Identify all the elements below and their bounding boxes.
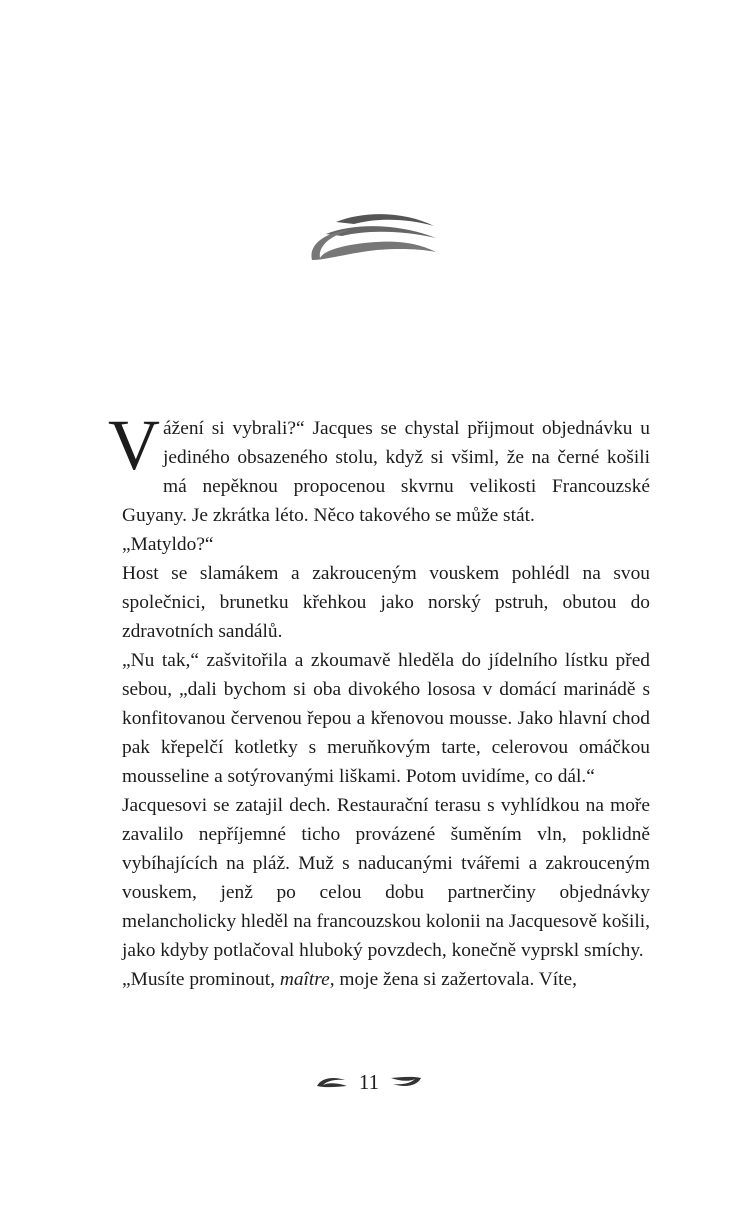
- flourish-left-icon: [315, 1074, 349, 1090]
- paragraph: [122, 965, 650, 994]
- paragraph-text: Host se slamákem a zakrouceným vouskem pohlédl na svou společnici, brunetku křehkou jako norský pstruh, obutou do zdravotních sandálů.: [122, 563, 650, 642]
- paragraph-text: ážení si vybrali?“ Jacques se chystal přijmout objednávku u jediného obsazeného stolu, když si všiml, že na černé košili má nepěknou propocenou skvrnu velikosti Francouzské Guyany. Je zkrátka léto. Něco takového se může stát.: [122, 418, 650, 526]
- paragraph: [122, 530, 650, 559]
- flourish-ornament-icon: [306, 200, 442, 276]
- paragraph-text: „Nu tak,“ zašvitořila a zkoumavě hleděla do jídelního lístku před sebou, „dali bychom si oba divokého lososa v domácí marinádě s konfitovanou červenou řepou a křenovou mousse. Jako hlavní chod pak křepelčí kotletky s meruňkovým tarte, celerovou omáčkou mousseline a sotýrovanými liškami. Potom uvidíme, co dál.“: [122, 650, 650, 787]
- paragraph: [122, 791, 650, 965]
- paragraph-text: , moje žena si zažertovala. Víte,: [329, 969, 578, 990]
- paragraph-text: „Musíte prominout,: [122, 969, 280, 990]
- drop-cap: V: [108, 405, 160, 485]
- paragraph: [108, 405, 650, 530]
- flourish-right-icon: [389, 1074, 423, 1090]
- paragraph: [122, 646, 650, 791]
- paragraph: [122, 559, 650, 646]
- body-text: [108, 405, 650, 994]
- page-number: 11: [358, 1070, 380, 1094]
- paragraph-text: „Matyldo?“: [122, 534, 214, 555]
- paragraph-text: Jacquesovi se zatajil dech. Restaurační terasu s vyhlídkou na moře zavalilo nepříjemné ticho provázené šuměním vln, poklidně vybíhajících na pláž. Muž s naducanými tvářemi a zakrouceným vouskem, jenž po celou dobu partnerčiny objednávky melancholicky hleděl na francouzskou kolonii na Jacquesově košili, jako kdyby potlačoval hluboký povzdech, konečně vyprskl smíchy.: [122, 795, 650, 961]
- italic-word: maître: [279, 969, 330, 990]
- page-footer: [0, 1068, 738, 1104]
